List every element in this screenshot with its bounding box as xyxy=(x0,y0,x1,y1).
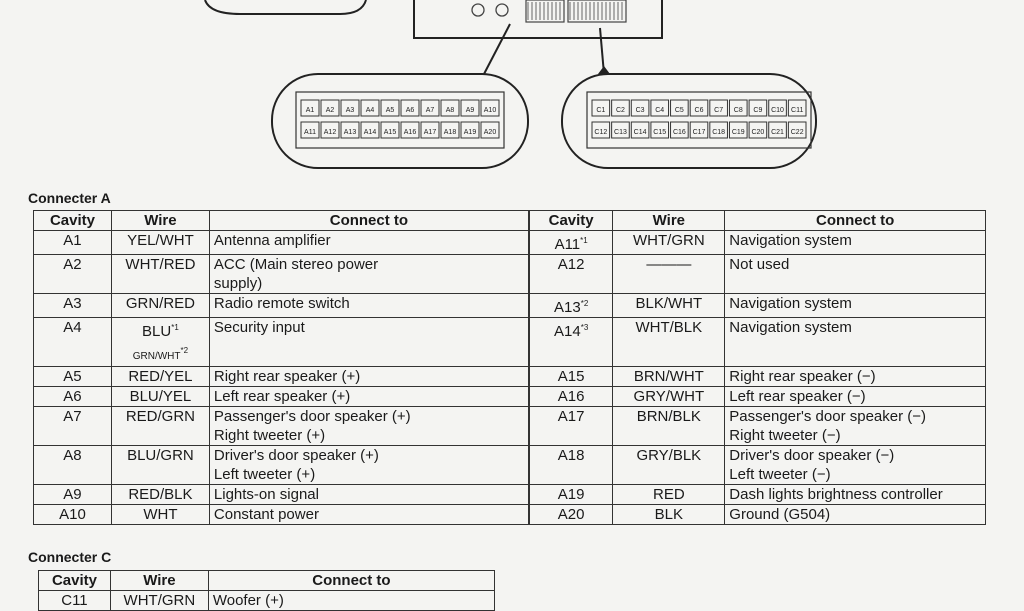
pin-label: A7 xyxy=(425,107,435,114)
pin-label: A14 xyxy=(363,129,377,136)
connect-to-cell xyxy=(209,387,529,407)
connect-to-cell xyxy=(725,255,986,294)
footnote-marker: *1 xyxy=(171,323,179,332)
connector-c-outline xyxy=(562,74,816,168)
connect-to-text: Not used xyxy=(729,256,790,273)
pin-label: C14 xyxy=(633,129,647,136)
header-cavity: Cavity xyxy=(34,211,112,231)
table-row xyxy=(39,591,495,611)
cavity-cell: A5 xyxy=(34,367,112,387)
connector-c-table xyxy=(38,570,495,611)
cavity-cell xyxy=(529,231,613,255)
pin-label: A6 xyxy=(405,107,415,114)
cavity-id: A18 xyxy=(557,447,585,464)
pin-label: C17 xyxy=(692,129,706,136)
connect-to-cell xyxy=(209,231,529,255)
connect-to-cell xyxy=(725,407,986,446)
connect-to-text: Radio remote switch xyxy=(213,295,350,312)
wire-color: GRN/RED xyxy=(125,295,195,312)
connect-to-cell xyxy=(209,367,529,387)
pin-label: C18 xyxy=(712,129,726,136)
cavity-id: A15 xyxy=(557,368,585,385)
connect-to-cell xyxy=(209,255,529,294)
cavity-cell: A9 xyxy=(34,485,112,505)
wire-cell: WHT/BLK xyxy=(613,318,725,367)
audio-unit-body xyxy=(414,0,662,38)
pin-label: C22 xyxy=(790,129,804,136)
connect-to-text: Navigation system xyxy=(729,232,852,249)
connect-to-cell xyxy=(725,294,986,318)
pin-label: A13 xyxy=(343,129,357,136)
pin-label: A20 xyxy=(483,129,497,136)
table-row xyxy=(34,446,986,485)
pin-label: A15 xyxy=(383,129,397,136)
pin-label: C5 xyxy=(674,107,684,114)
pin-label: A12 xyxy=(323,129,337,136)
connect-to-cell xyxy=(725,505,986,525)
wire-cell xyxy=(111,485,209,505)
cavity-cell: C11 xyxy=(39,591,111,611)
connect-to-text: Navigation system xyxy=(729,319,852,336)
footnote-marker: *2 xyxy=(180,346,189,355)
pin-label: C7 xyxy=(714,107,724,114)
pin-label: A11 xyxy=(304,129,316,136)
connector-c-header-row xyxy=(39,571,495,591)
cavity-cell: A8 xyxy=(34,446,112,485)
table-row xyxy=(34,485,986,505)
pin-label: A5 xyxy=(385,107,395,114)
wire-color: YEL/WHT xyxy=(127,232,194,249)
cavity-cell: A6 xyxy=(34,387,112,407)
connect-to-text: Dash lights brightness controller xyxy=(729,486,943,503)
wire-color: WHT/RED xyxy=(125,256,196,273)
wire-color: RED/GRN xyxy=(125,408,195,425)
connect-to-text: supply) xyxy=(213,275,263,292)
connect-to-text: Navigation system xyxy=(729,295,852,312)
connect-to-text: Security input xyxy=(213,319,305,336)
wire-cell xyxy=(111,446,209,485)
wire-color: RED/YEL xyxy=(128,368,193,385)
wire-cell: RED xyxy=(613,485,725,505)
cavity-id: A11 xyxy=(554,236,581,253)
upper-left-connector-outline xyxy=(205,0,366,14)
connector-a-outline xyxy=(272,74,528,168)
pin-label: C3 xyxy=(635,107,645,114)
connect-to-cell xyxy=(725,387,986,407)
cavity-id: A16 xyxy=(557,388,585,405)
wire-cell: BLK xyxy=(613,505,725,525)
pin-label: C11 xyxy=(791,107,804,114)
connector-diagram xyxy=(0,0,1024,190)
cavity-cell xyxy=(529,387,613,407)
wire-cell xyxy=(111,505,209,525)
pin-label: A1 xyxy=(305,107,315,114)
wire-cell: BLK/WHT xyxy=(613,294,725,318)
connect-to-text: ACC (Main stereo power xyxy=(213,256,379,273)
connector-a-table xyxy=(33,210,986,525)
cavity-cell: A3 xyxy=(34,294,112,318)
connect-to-text: Left rear speaker (+) xyxy=(213,388,351,405)
cavity-id: A19 xyxy=(557,486,585,503)
cavity-cell: A2 xyxy=(34,255,112,294)
cavity-cell xyxy=(529,367,613,387)
pin-label: C10 xyxy=(771,107,784,114)
connect-to-cell xyxy=(209,485,529,505)
cavity-cell: A1 xyxy=(34,231,112,255)
footnote-marker: *2 xyxy=(580,299,589,308)
pin-label: A4 xyxy=(365,107,375,114)
pin-label: C8 xyxy=(733,107,743,114)
connect-to-text: Right tweeter (−) xyxy=(729,427,841,444)
connect-to-text: Driver's door speaker (−) xyxy=(729,447,895,464)
pin-label: A10 xyxy=(483,107,497,114)
wire-color: WHT xyxy=(143,506,178,523)
pin-label: C19 xyxy=(731,129,745,136)
pin-label: A3 xyxy=(345,107,355,114)
connect-to-text: Right tweeter (+) xyxy=(213,427,326,444)
footnote-marker: *3 xyxy=(580,323,589,332)
wire-cell: WHT/GRN xyxy=(110,591,208,611)
header-connect-to-right: Connect to xyxy=(725,211,986,231)
wire-cell: ——— xyxy=(613,255,725,294)
table-row xyxy=(34,231,986,255)
pin-label: C2 xyxy=(615,107,625,114)
wire-cell xyxy=(111,387,209,407)
header-connect-to: Connect to xyxy=(208,571,494,591)
connect-to-text: Driver's door speaker (+) xyxy=(213,447,379,464)
pin-label: C1 xyxy=(596,107,606,114)
header-wire-right: Wire xyxy=(613,211,725,231)
table-row xyxy=(34,294,986,318)
pin-label: C9 xyxy=(753,107,763,114)
wire-color: BLU/YEL xyxy=(129,388,192,405)
cavity-cell xyxy=(529,505,613,525)
connect-to-text: Right rear speaker (+) xyxy=(213,368,361,385)
pin-label: C13 xyxy=(614,129,627,136)
cavity-cell: A4 xyxy=(34,318,112,367)
cavity-cell xyxy=(529,446,613,485)
cavity-cell: A10 xyxy=(34,505,112,525)
table-row xyxy=(34,367,986,387)
wire-color: RED/BLK xyxy=(128,486,193,503)
pin-label: C20 xyxy=(751,129,765,136)
cavity-id: A13 xyxy=(554,299,581,316)
header-wire: Wire xyxy=(110,571,208,591)
cavity-id: A17 xyxy=(557,408,585,425)
cavity-cell xyxy=(529,485,613,505)
cavity-cell xyxy=(529,255,613,294)
cavity-cell xyxy=(529,294,613,318)
connect-to-text: Left tweeter (+) xyxy=(213,466,316,483)
connect-to-cell xyxy=(209,294,529,318)
wire-cell xyxy=(111,231,209,255)
wire-cell: BRN/BLK xyxy=(613,407,725,446)
wire-cell: WHT/GRN xyxy=(613,231,725,255)
connect-to-cell: Woofer (+) xyxy=(208,591,494,611)
connect-to-cell xyxy=(725,485,986,505)
table-row xyxy=(34,255,986,294)
pin-label: A16 xyxy=(403,129,417,136)
connect-to-cell xyxy=(725,446,986,485)
table-row xyxy=(34,387,986,407)
pin-label: A19 xyxy=(463,129,477,136)
connect-to-text: Ground (G504) xyxy=(729,506,831,523)
pin-label: A2 xyxy=(325,107,335,114)
pin-label: C16 xyxy=(672,129,686,136)
cavity-cell: A7 xyxy=(34,407,112,446)
arrow-c xyxy=(598,66,610,74)
pin-label: C4 xyxy=(655,107,665,114)
connect-to-text: Lights-on signal xyxy=(213,486,319,503)
wire-cell: GRY/WHT xyxy=(613,387,725,407)
connect-to-text: Left rear speaker (−) xyxy=(729,388,866,405)
wire-color: BLU xyxy=(142,323,172,340)
connect-to-cell xyxy=(725,318,986,367)
cavity-id: A12 xyxy=(557,256,585,273)
pin-label: A9 xyxy=(465,107,475,114)
wire-cell: BRN/WHT xyxy=(613,367,725,387)
connect-to-text: Passenger's door speaker (+) xyxy=(213,408,411,425)
cavity-id: A20 xyxy=(557,506,585,523)
pin-label: C6 xyxy=(694,107,704,114)
connector-a-title: Connecter A xyxy=(28,190,111,206)
wire-cell xyxy=(111,318,209,367)
table-row xyxy=(34,318,986,367)
connector-a-header-row xyxy=(34,211,986,231)
header-wire: Wire xyxy=(111,211,209,231)
connect-to-cell xyxy=(725,231,986,255)
connect-to-text: Antenna amplifier xyxy=(213,232,331,249)
cavity-cell xyxy=(529,318,613,367)
connect-to-text: Left tweeter (−) xyxy=(729,466,831,483)
wire-cell xyxy=(111,407,209,446)
connect-to-cell xyxy=(209,505,529,525)
wire-color: BLU/GRN xyxy=(127,447,194,464)
pin-label: C15 xyxy=(653,129,667,136)
header-connect-to: Connect to xyxy=(209,211,529,231)
cavity-cell xyxy=(529,407,613,446)
pin-label: C21 xyxy=(771,129,784,136)
cavity-id: A14 xyxy=(554,323,581,340)
pin-label: A17 xyxy=(423,129,437,136)
wire-cell xyxy=(111,294,209,318)
connect-to-text: Passenger's door speaker (−) xyxy=(729,408,927,425)
header-cavity: Cavity xyxy=(39,571,111,591)
pin-label: C12 xyxy=(594,129,608,136)
connect-to-cell xyxy=(209,446,529,485)
wire-cell xyxy=(111,367,209,387)
connect-to-cell xyxy=(209,318,529,367)
connect-to-text: Constant power xyxy=(213,506,319,523)
table-row xyxy=(34,505,986,525)
connect-to-cell xyxy=(725,367,986,387)
wire-cell: GRY/BLK xyxy=(613,446,725,485)
connect-to-text: Right rear speaker (−) xyxy=(729,368,876,385)
pin-label: A8 xyxy=(445,107,455,114)
connect-to-cell xyxy=(209,407,529,446)
table-row xyxy=(34,407,986,446)
pin-label: A18 xyxy=(443,129,457,136)
wire-cell xyxy=(111,255,209,294)
header-cavity-right: Cavity xyxy=(529,211,613,231)
footnote-marker: *1 xyxy=(580,236,588,245)
connector-c-title: Connecter C xyxy=(28,549,112,565)
wire-color-alt: GRN/WHT xyxy=(132,351,181,362)
